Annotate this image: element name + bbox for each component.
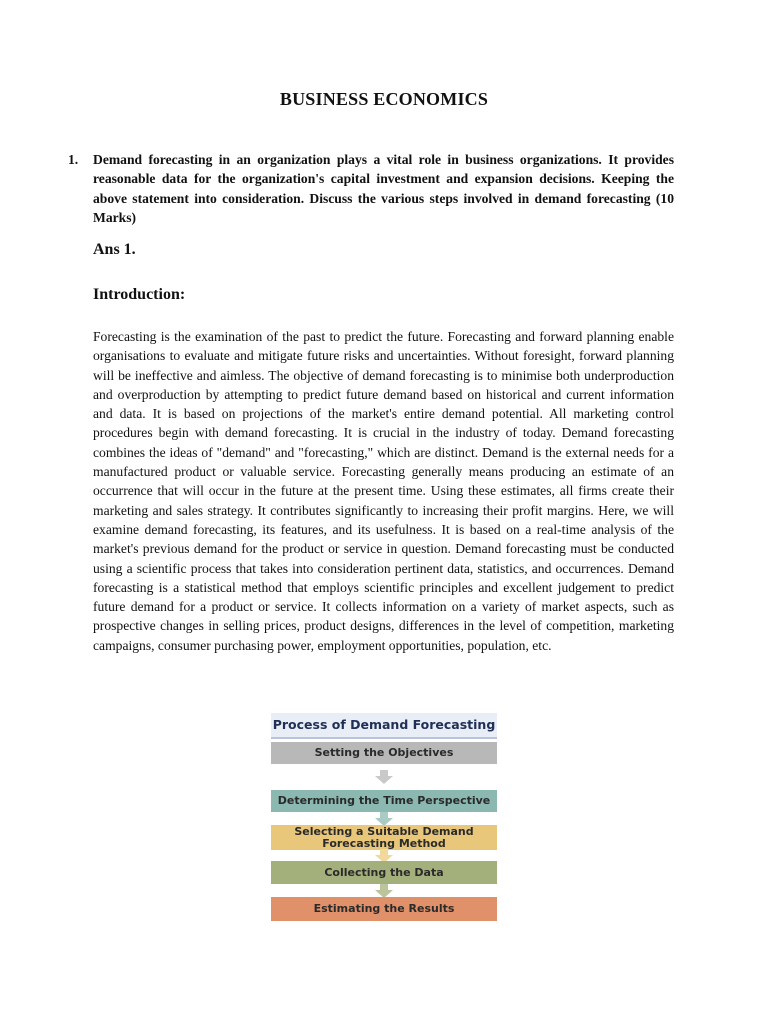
down-arrow-icon bbox=[375, 770, 393, 784]
down-arrow-icon bbox=[375, 884, 393, 898]
question-number: 1. bbox=[68, 152, 79, 167]
intro-heading: Introduction: bbox=[93, 286, 186, 303]
process-step-5: Estimating the Results bbox=[271, 897, 497, 921]
process-step-4: Collecting the Data bbox=[271, 861, 497, 884]
process-diagram-title: Process of Demand Forecasting bbox=[271, 713, 497, 739]
document-title: BUSINESS ECONOMICS bbox=[279, 89, 489, 109]
process-step-1: Setting the Objectives bbox=[271, 742, 497, 764]
process-diagram bbox=[271, 713, 497, 915]
process-step-2: Determining the Time Perspective bbox=[271, 790, 497, 812]
process-step-3: Selecting a Suitable Demand Forecasting Method bbox=[271, 825, 497, 850]
answer-label: Ans 1. bbox=[93, 241, 136, 258]
question-block bbox=[68, 150, 674, 227]
question-text: Demand forecasting in an organization plays a vital role in business organizations. It provides reasonable data for the organization's capital investment and expansion decisions. Keeping the above statement into consideration. Discuss the various steps involved in demand forecasting (10 Marks) bbox=[93, 152, 674, 225]
intro-paragraph: Forecasting is the examination of the past to predict the future. Forecasting and forward planning enable organisations to evaluate and mitigate future risks and uncertainties. Without foresight, forward planning will be ineffective and aimless. The objective of demand forecasting is to minimise both underproduction and overproduction by attempting to predict future demand based on historical and current information and data. It is based on projections of the market's entire demand potential. All marketing control procedures begin with demand forecasting. It is crucial in the industry of today. Demand forecasting combines the ideas of "demand" and "forecasting," which are distinct. Demand is the external needs for a manufactured product or valuable service. Forecasting generally means producing an estimate of an occurrence that will occur in the future at the present time. Using these estimates, all firms create their marketing and sales strategy. It contributes significantly to increasing their profit margins. Here, we will examine demand forecasting, its features, and its usefulness. It is based on a real-time analysis of the market's previous demand for the product or service in question. Demand forecasting must be conducted using a scientific process that takes into consideration pertinent data, statistics, and occurrences. Demand forecasting is a statistical method that employs scientific principles and excellent judgement to predict future demand for a product or service. It collects information on a variety of market aspects, such as prospective changes in selling prices, product designs, differences in the level of competition, marketing campaigns, consumer purchasing power, employment opportunities, population, etc. bbox=[93, 329, 674, 653]
down-arrow-icon bbox=[375, 812, 393, 826]
